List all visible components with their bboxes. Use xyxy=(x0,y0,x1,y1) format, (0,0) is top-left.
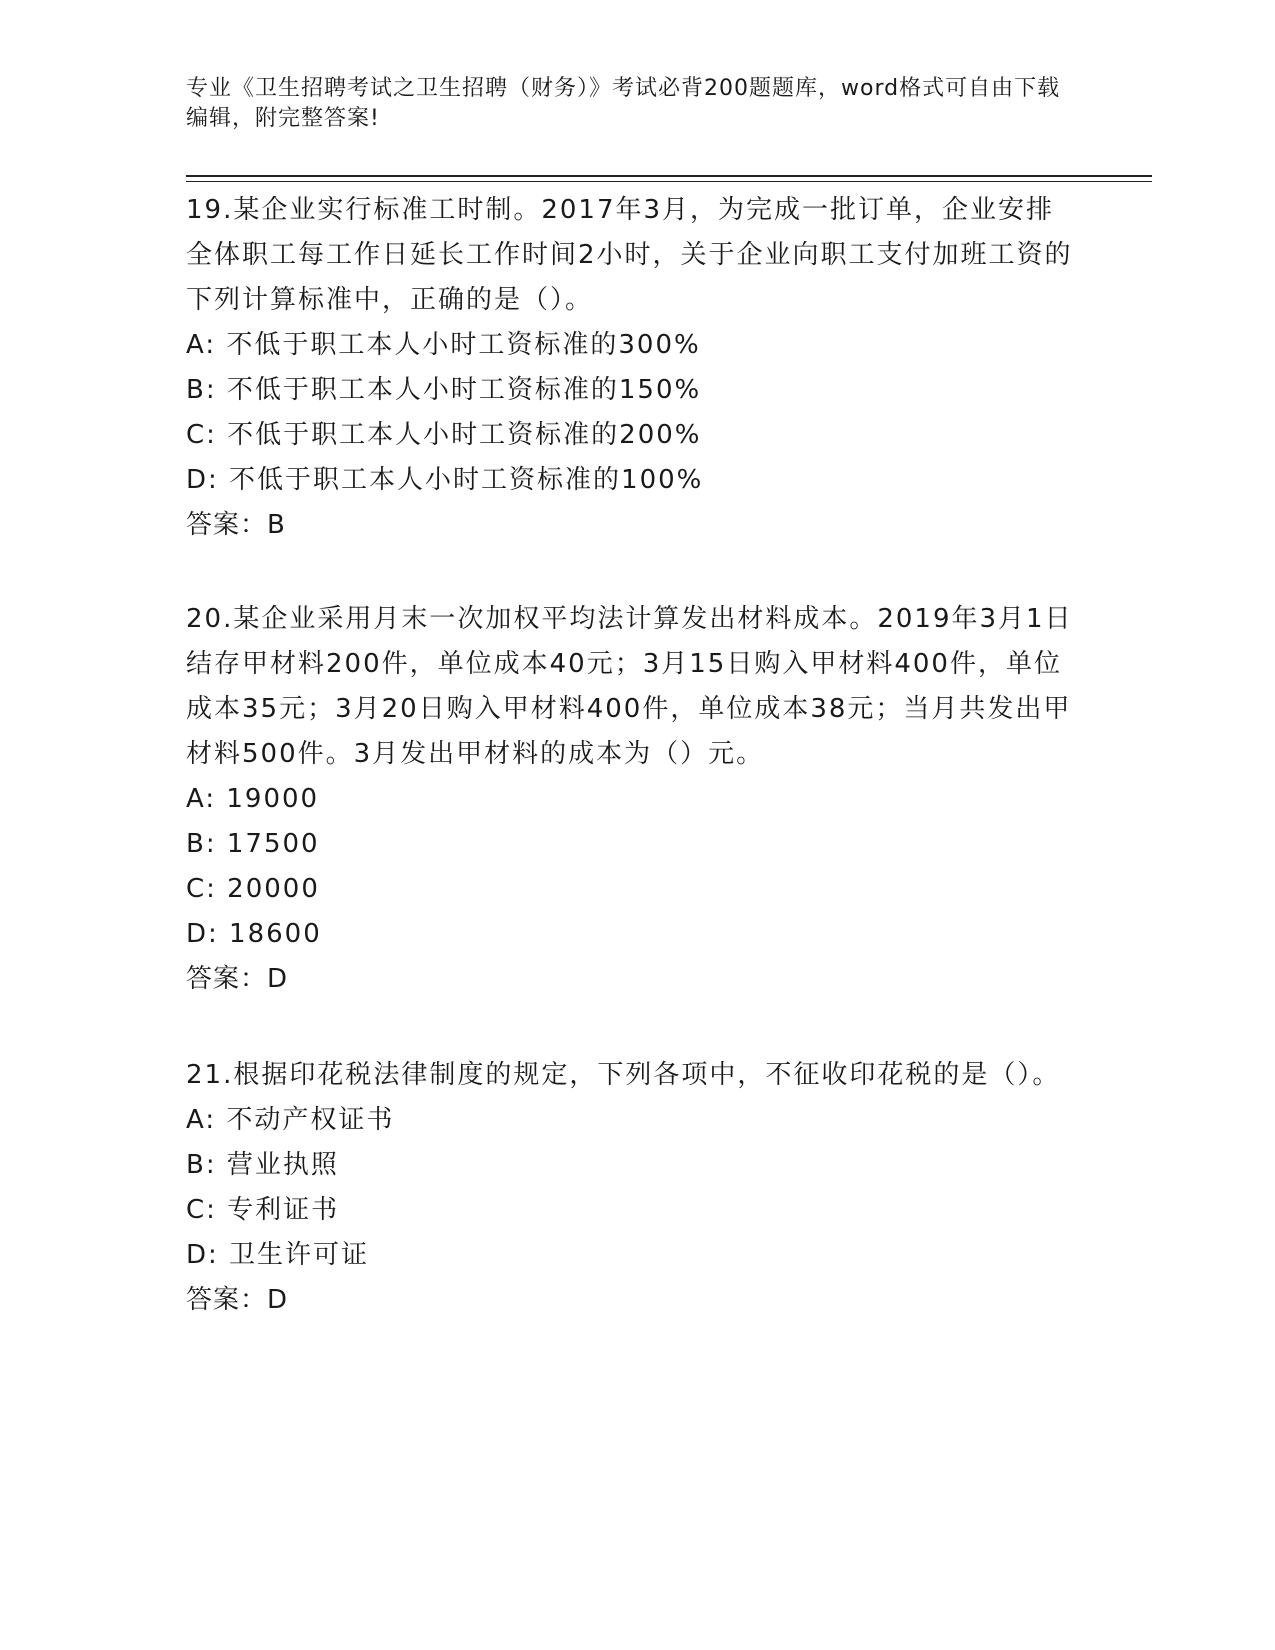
question-20 xyxy=(186,597,1076,1002)
option-b: B: 营业执照 xyxy=(186,1150,339,1180)
answer: 答案：D xyxy=(186,1285,289,1315)
option-a: A: 19000 xyxy=(186,784,320,814)
option-d: D: 卫生许可证 xyxy=(186,1240,370,1270)
option-c: C: 不低于职工本人小时工资标准的200% xyxy=(186,420,702,450)
question-21 xyxy=(186,1053,1076,1323)
option-d: D: 不低于职工本人小时工资标准的100% xyxy=(186,465,704,495)
question-stem: 21.根据印花税法律制度的规定，下列各项中，不征收印花税的是（）。 xyxy=(186,1060,1061,1090)
option-a: A: 不低于职工本人小时工资标准的300% xyxy=(186,330,701,360)
question-stem: 20.某企业采用月末一次加权平均法计算发出材料成本。2019年3月1日结存甲材料200件，单位成本40元；3月15日购入甲材料400件，单位成本35元；3月20日购入甲材料400件，单位成本38元；当月共发出甲材料500件。3月发出甲材料的成本为（）元。 xyxy=(186,604,1073,769)
option-c: C: 20000 xyxy=(186,874,320,904)
answer: 答案：B xyxy=(186,510,286,540)
option-a: A: 不动产权证书 xyxy=(186,1105,395,1135)
question-19 xyxy=(186,188,1076,548)
option-b: B: 不低于职工本人小时工资标准的150% xyxy=(186,375,702,405)
header-divider-thin xyxy=(186,181,1152,182)
option-d: D: 18600 xyxy=(186,919,322,949)
header-divider xyxy=(186,175,1152,177)
answer: 答案：D xyxy=(186,964,289,994)
option-b: B: 17500 xyxy=(186,829,320,859)
option-c: C: 专利证书 xyxy=(186,1195,340,1225)
document-header: 专业《卫生招聘考试之卫生招聘（财务）》考试必背200题题库，word格式可自由下载编辑，附完整答案! xyxy=(186,76,1061,131)
question-stem: 19.某企业实行标准工时制。2017年3月，为完成一批订单，企业安排全体职工每工作日延长工作时间2小时，关于企业向职工支付加班工资的下列计算标准中，正确的是（）。 xyxy=(186,195,1073,315)
